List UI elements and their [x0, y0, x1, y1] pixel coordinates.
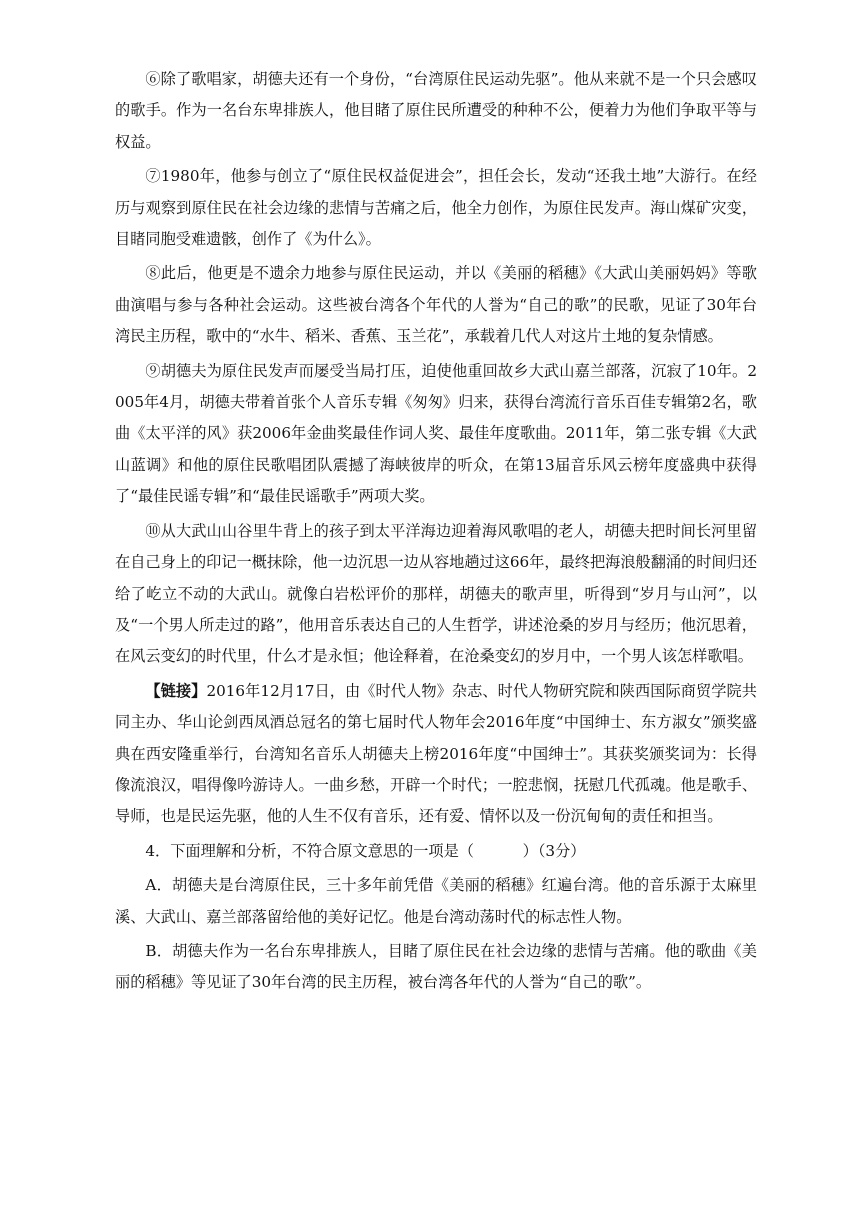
paragraph-8: ⑧此后，他更是不遗余力地参与原住民运动，并以《美丽的稻穗》《大武山美丽妈妈》等歌曲演唱与参与各种社会运动。这些被台湾各个年代的人誉为“自己的歌”的民歌，见证了30年台湾民主历程，歌中的“水牛、稻米、香蕉、玉兰花”，承载着几代人对这片土地的复杂情感。 — [115, 264, 757, 346]
question-4 — [115, 836, 757, 867]
option-a: A．胡德夫是台湾原住民，三十多年前凭借《美丽的稻穗》红遍台湾。他的音乐源于太麻里溪、大武山、嘉兰部落留给他的美好记忆。他是台湾动荡时代的标志性人物。 — [115, 876, 757, 926]
paragraph-6: ⑥除了歌唱家，胡德夫还有一个身份，“台湾原住民运动先驱”。他从来就不是一个只会感叹的歌手。作为一名台东卑排族人，他目睹了原住民所遭受的种种不公，便着力为他们争取平等与权益。 — [115, 70, 757, 151]
document-page — [115, 64, 757, 1002]
link-paragraph — [115, 676, 757, 833]
paragraph-10: ⑩从大武山山谷里牛背上的孩子到太平洋海边迎着海风歌唱的老人，胡德夫把时间长河里留在自己身上的印记一概抹除，他一边沉思一边从容地趟过这66年，最终把海浪般翻涌的时间归还给了屹立不动的大武山。就像白岩松评价的那样，胡德夫的歌声里，听得到“岁月与山河”，以及“一个男人所走过的路”，他用音乐表达自己的人生哲学，讲述沧桑的岁月与经历；他沉思着，在风云变幻的时代里，什么才是永恒；他诠释着，在沧桑变幻的岁月中，一个男人该怎样歌唱。 — [115, 521, 758, 666]
paragraph-9: ⑨胡德夫为原住民发声而屡受当局打压，迫使他重回故乡大武山嘉兰部落，沉寂了10年。2005年4月，胡德夫带着首张个人音乐专辑《匆匆》归来，获得台湾流行音乐百佳专辑第2名，歌曲《太平洋的风》获2006年金曲奖最佳作词人奖、最佳年度歌曲。2011年，第二张专辑《大武山蓝调》和他的原住民歌唱团队震撼了海峡彼岸的听众，在第13届音乐风云榜年度盛典中获得了“最佳民谣专辑”和“最佳民谣歌手”两项大奖。 — [115, 361, 757, 506]
question-score: ）（3分） — [522, 841, 586, 860]
link-text: 2016年12月17日，由《时代人物》杂志、时代人物研究院和陕西国际商贸学院共同主办、华山论剑西凤酒总冠名的第七届时代人物年会2016年度“中国绅士、东方淑女”颁奖盛典在西安隆重举行，台湾知名音乐人胡德夫上榜2016年度“中国绅士”。其获奖颁奖词为：长得像流浪汉，唱得像吟游诗人。一曲乡愁，开辟一个时代；一腔悲悯，抚慰几代孤魂。他是歌手、导师，也是民运先驱，他的人生不仅有音乐，还有爱、情怀以及一份沉甸甸的责任和担当。 — [115, 681, 757, 826]
option-b: B．胡德夫作为一名台东卑排族人，目睹了原住民在社会边缘的悲情与苦痛。他的歌曲《美丽的稻穗》等见证了30年台湾的民主历程，被台湾各年代的人誉为“自己的歌”。 — [115, 941, 757, 992]
question-stem: 4．下面理解和分析，不符合原文意思的一项是（ — [145, 841, 474, 860]
paragraph-7: ⑦1980年，他参与创立了“原住民权益促进会”，担任会长，发动“还我土地”大游行。在经历与观察到原住民在社会边缘的悲情与苦痛之后，他全力创作，为原住民发声。海山煤矿灾变，目睹同胞受难遗骸，创作了《为什么》。 — [115, 167, 757, 249]
link-label: 【链接】 — [145, 681, 207, 700]
